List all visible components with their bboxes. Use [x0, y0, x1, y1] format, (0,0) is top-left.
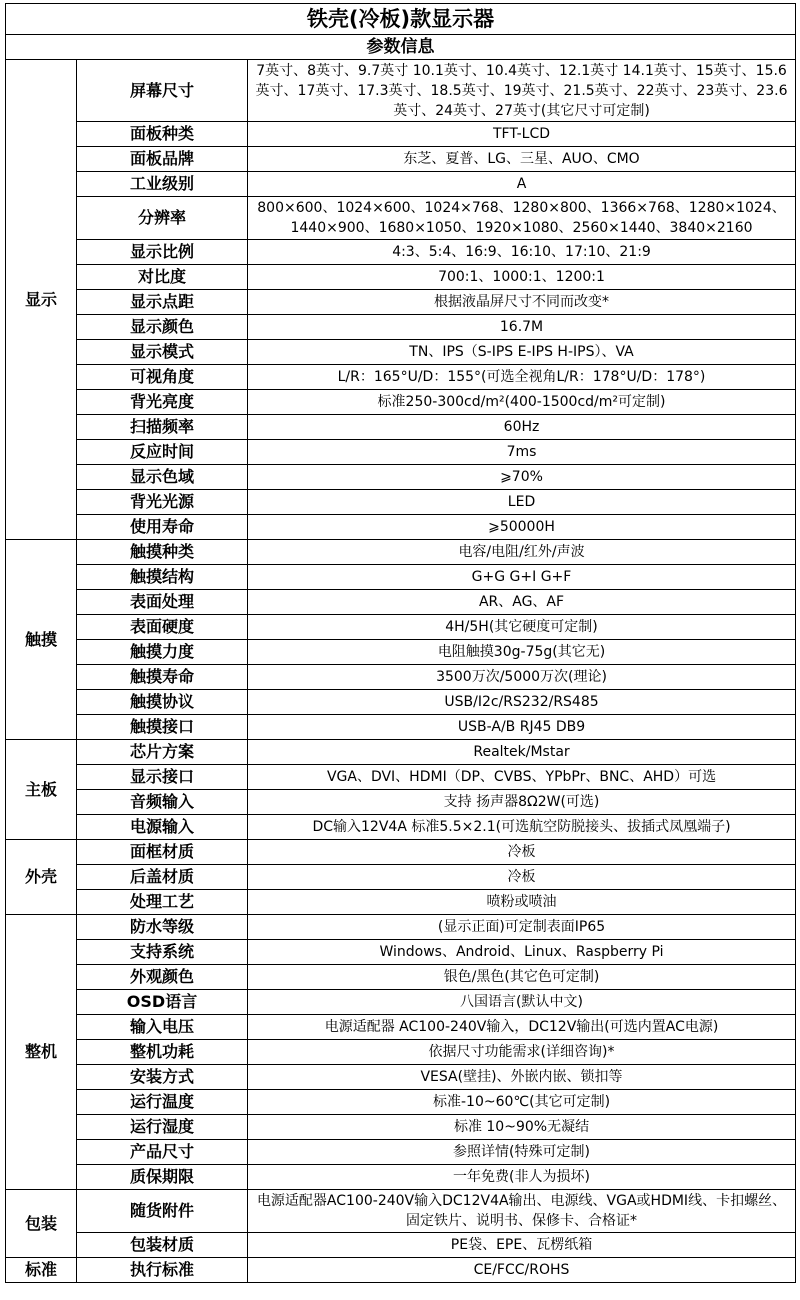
spec-table-body [6, 4, 796, 1283]
spec-row [6, 515, 796, 540]
category-cell: 标准 [6, 1258, 77, 1283]
spec-row [6, 1258, 796, 1283]
param-value: 4:3、5:4、16:9、16:10、17:10、21:9 [248, 240, 796, 265]
param-name: 分辨率 [77, 197, 248, 240]
param-name: 音频输入 [77, 790, 248, 815]
param-value: TN、IPS（S-IPS E-IPS H-IPS）、VA [248, 340, 796, 365]
param-name: 触摸结构 [77, 565, 248, 590]
param-name: 屏幕尺寸 [77, 60, 248, 122]
spec-row [6, 865, 796, 890]
param-value: Realtek/Mstar [248, 740, 796, 765]
spec-row [6, 440, 796, 465]
param-name: 质保期限 [77, 1165, 248, 1190]
param-value: 电源适配器AC100-240V输入DC12V4A输出、电源线、VGA或HDMI线、卡扣螺丝、固定铁片、说明书、保修卡、合格证* [248, 1190, 796, 1233]
spec-row [6, 940, 796, 965]
spec-row [6, 60, 796, 122]
param-name: 产品尺寸 [77, 1140, 248, 1165]
param-value: 16.7M [248, 315, 796, 340]
param-name: 触摸协议 [77, 690, 248, 715]
param-value: 标准250-300cd/m²(400-1500cd/m²可定制) [248, 390, 796, 415]
param-name: 表面处理 [77, 590, 248, 615]
param-name: 触摸接口 [77, 715, 248, 740]
param-value: USB/I2c/RS232/RS485 [248, 690, 796, 715]
spec-row [6, 765, 796, 790]
spec-row [6, 590, 796, 615]
spec-row [6, 465, 796, 490]
param-value: AR、AG、AF [248, 590, 796, 615]
param-value: 3500万次/5000万次(理论) [248, 665, 796, 690]
param-value: A [248, 172, 796, 197]
param-name: 包装材质 [77, 1233, 248, 1258]
spec-row [6, 615, 796, 640]
param-name: 触摸力度 [77, 640, 248, 665]
spec-row [6, 197, 796, 240]
param-name: 防水等级 [77, 915, 248, 940]
param-name: 表面硬度 [77, 615, 248, 640]
param-value: 电源适配器 AC100-240V输入，DC12V输出(可选内置AC电源) [248, 1015, 796, 1040]
spec-row [6, 665, 796, 690]
param-value: (显示正面)可定制表面IP65 [248, 915, 796, 940]
param-name: 运行温度 [77, 1090, 248, 1115]
spec-row [6, 790, 796, 815]
spec-row [6, 147, 796, 172]
param-value: 根据液晶屏尺寸不同而改变* [248, 290, 796, 315]
param-value: 喷粉或喷油 [248, 890, 796, 915]
param-value: 银色/黑色(其它色可定制) [248, 965, 796, 990]
spec-row [6, 840, 796, 865]
spec-row [6, 1140, 796, 1165]
param-name: 电源输入 [77, 815, 248, 840]
spec-row [6, 965, 796, 990]
spec-row [6, 740, 796, 765]
spec-row [6, 815, 796, 840]
category-cell: 显示 [6, 60, 77, 540]
param-name: 面板品牌 [77, 147, 248, 172]
param-name: 运行湿度 [77, 1115, 248, 1140]
param-name: 随货附件 [77, 1190, 248, 1233]
param-name: 安装方式 [77, 1065, 248, 1090]
param-value: 冷板 [248, 865, 796, 890]
param-value: 7ms [248, 440, 796, 465]
spec-row [6, 340, 796, 365]
param-value: LED [248, 490, 796, 515]
param-name: 输入电压 [77, 1015, 248, 1040]
spec-row [6, 365, 796, 390]
param-value: PE袋、EPE、瓦楞纸箱 [248, 1233, 796, 1258]
spec-row [6, 1233, 796, 1258]
spec-row [6, 890, 796, 915]
param-name: 支持系统 [77, 940, 248, 965]
category-cell: 触摸 [6, 540, 77, 740]
param-name: 显示比例 [77, 240, 248, 265]
param-name: 整机功耗 [77, 1040, 248, 1065]
param-value: ⩾70% [248, 465, 796, 490]
spec-row [6, 915, 796, 940]
spec-row [6, 1115, 796, 1140]
param-value: 八国语言(默认中文) [248, 990, 796, 1015]
spec-row [6, 1015, 796, 1040]
param-value: 800×600、1024×600、1024×768、1280×800、1366×768、1280×1024、1440×900、1680×1050、1920×1080、2560×1440、3840×2160 [248, 197, 796, 240]
param-value: 电阻触摸30g-75g(其它无) [248, 640, 796, 665]
spec-row [6, 240, 796, 265]
param-name: 对比度 [77, 265, 248, 290]
param-name: 面板种类 [77, 122, 248, 147]
param-name: 芯片方案 [77, 740, 248, 765]
page-title: 铁壳(冷板)款显示器 [6, 4, 796, 35]
param-name: 面框材质 [77, 840, 248, 865]
param-value: 电容/电阻/红外/声波 [248, 540, 796, 565]
param-name: 显示点距 [77, 290, 248, 315]
param-value: G+G G+I G+F [248, 565, 796, 590]
param-name: OSD语言 [77, 990, 248, 1015]
param-value: 标准-10~60℃(其它可定制) [248, 1090, 796, 1115]
param-name: 扫描频率 [77, 415, 248, 440]
param-name: 背光亮度 [77, 390, 248, 415]
spec-row [6, 415, 796, 440]
spec-row [6, 265, 796, 290]
param-name: 反应时间 [77, 440, 248, 465]
spec-row [6, 290, 796, 315]
category-cell: 外壳 [6, 840, 77, 915]
param-name: 执行标准 [77, 1258, 248, 1283]
param-value: 7英寸、8英寸、9.7英寸 10.1英寸、10.4英寸、12.1英寸 14.1英寸、15英寸、15.6英寸、17英寸、17.3英寸、18.5英寸、19英寸、21.5英寸、22英寸、23英寸、23.6英寸、24英寸、27英寸(其它尺寸可定制) [248, 60, 796, 122]
param-value: 700:1、1000:1、1200:1 [248, 265, 796, 290]
param-name: 外观颜色 [77, 965, 248, 990]
param-value: 60Hz [248, 415, 796, 440]
param-value: DC输入12V4A 标准5.5×2.1(可选航空防脱接头、拔插式凤凰端子) [248, 815, 796, 840]
param-value: USB-A/B RJ45 DB9 [248, 715, 796, 740]
param-value: 支持 扬声器8Ω2W(可选) [248, 790, 796, 815]
param-name: 使用寿命 [77, 515, 248, 540]
spec-row [6, 1190, 796, 1233]
param-name: 显示模式 [77, 340, 248, 365]
section-header: 参数信息 [6, 35, 796, 60]
param-value: 4H/5H(其它硬度可定制) [248, 615, 796, 640]
spec-row [6, 390, 796, 415]
param-name: 显示接口 [77, 765, 248, 790]
spec-row [6, 172, 796, 197]
spec-row [6, 990, 796, 1015]
spec-row [6, 640, 796, 665]
param-value: Windows、Android、Linux、Raspberry Pi [248, 940, 796, 965]
param-name: 显示颜色 [77, 315, 248, 340]
spec-row [6, 715, 796, 740]
spec-row [6, 122, 796, 147]
spec-row [6, 1065, 796, 1090]
spec-row [6, 315, 796, 340]
param-name: 触摸寿命 [77, 665, 248, 690]
param-value: VESA(壁挂)、外嵌内嵌、锁扣等 [248, 1065, 796, 1090]
category-cell: 主板 [6, 740, 77, 840]
category-cell: 包装 [6, 1190, 77, 1258]
spec-row [6, 1090, 796, 1115]
param-name: 显示色域 [77, 465, 248, 490]
param-name: 背光光源 [77, 490, 248, 515]
param-value: 参照详情(特殊可定制) [248, 1140, 796, 1165]
spec-row [6, 690, 796, 715]
spec-table [5, 3, 796, 1283]
param-value: L/R：165°U/D：155°(可选全视角L/R：178°U/D：178°) [248, 365, 796, 390]
spec-row [6, 540, 796, 565]
category-cell: 整机 [6, 915, 77, 1190]
param-name: 可视角度 [77, 365, 248, 390]
param-value: VGA、DVI、HDMI（DP、CVBS、YPbPr、BNC、AHD）可选 [248, 765, 796, 790]
spec-row [6, 490, 796, 515]
spec-row [6, 1040, 796, 1065]
param-name: 处理工艺 [77, 890, 248, 915]
param-value: TFT-LCD [248, 122, 796, 147]
param-value: 东芝、夏普、LG、三星、AUO、CMO [248, 147, 796, 172]
param-value: 冷板 [248, 840, 796, 865]
spec-row [6, 565, 796, 590]
param-value: ⩾50000H [248, 515, 796, 540]
param-value: 标准 10~90%无凝结 [248, 1115, 796, 1140]
param-value: 依据尺寸功能需求(详细咨询)* [248, 1040, 796, 1065]
param-value: 一年免费(非人为损坏) [248, 1165, 796, 1190]
spec-row [6, 1165, 796, 1190]
param-name: 工业级别 [77, 172, 248, 197]
param-name: 触摸种类 [77, 540, 248, 565]
param-name: 后盖材质 [77, 865, 248, 890]
param-value: CE/FCC/ROHS [248, 1258, 796, 1283]
